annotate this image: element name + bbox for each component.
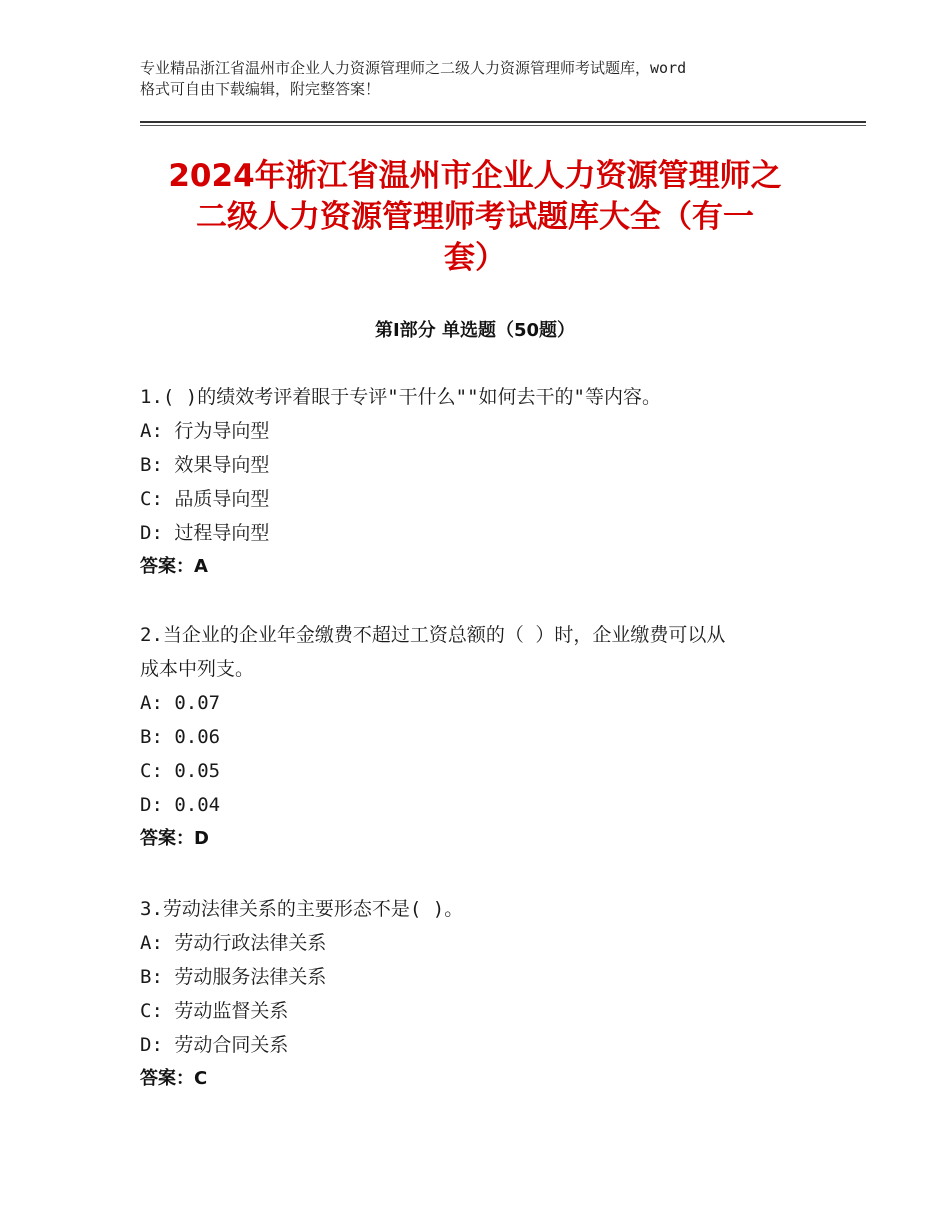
question-answer: 答案：A bbox=[140, 556, 208, 577]
question-option: A: 劳动行政法律关系 bbox=[140, 932, 327, 954]
question-option: D: 0.04 bbox=[140, 794, 221, 816]
header-divider bbox=[140, 125, 866, 126]
question-option: C: 劳动监督关系 bbox=[140, 1000, 289, 1022]
question-answer: 答案：D bbox=[140, 828, 209, 849]
question-option: D: 过程导向型 bbox=[140, 522, 270, 544]
header-note bbox=[140, 58, 820, 100]
question-item bbox=[140, 892, 830, 1096]
question-item bbox=[140, 380, 830, 584]
question-item bbox=[140, 618, 830, 856]
question-stem: 成本中列支。 bbox=[140, 658, 255, 680]
document-title bbox=[100, 156, 850, 279]
question-option: A: 行为导向型 bbox=[140, 420, 270, 442]
question-option: C: 0.05 bbox=[140, 760, 221, 782]
question-option: B: 效果导向型 bbox=[140, 454, 270, 476]
question-option: A: 0.07 bbox=[140, 692, 221, 714]
title-line: 2024年浙江省温州市企业人力资源管理师之 bbox=[168, 158, 782, 194]
question-option: D: 劳动合同关系 bbox=[140, 1034, 289, 1056]
question-option: C: 品质导向型 bbox=[140, 488, 270, 510]
header-note-line: 专业精品浙江省温州市企业人力资源管理师之二级人力资源管理师考试题库，word bbox=[140, 59, 687, 77]
header-divider bbox=[140, 121, 866, 123]
question-option: B: 0.06 bbox=[140, 726, 221, 748]
question-answer: 答案：C bbox=[140, 1068, 208, 1089]
question-stem: 2.当企业的企业年金缴费不超过工资总额的（ ）时，企业缴费可以从 bbox=[140, 624, 726, 646]
section-heading: 第Ⅰ部分 单选题（50题） bbox=[374, 320, 575, 341]
title-line: 套） bbox=[444, 240, 506, 276]
title-line: 二级人力资源管理师考试题库大全（有一 bbox=[196, 199, 754, 235]
question-stem: 3.劳动法律关系的主要形态不是( )。 bbox=[140, 898, 464, 920]
question-option: B: 劳动服务法律关系 bbox=[140, 966, 327, 988]
question-stem: 1.( )的绩效考评着眼于专评"干什么""如何去干的"等内容。 bbox=[140, 386, 661, 408]
header-note-line: 格式可自由下载编辑，附完整答案！ bbox=[140, 80, 381, 98]
